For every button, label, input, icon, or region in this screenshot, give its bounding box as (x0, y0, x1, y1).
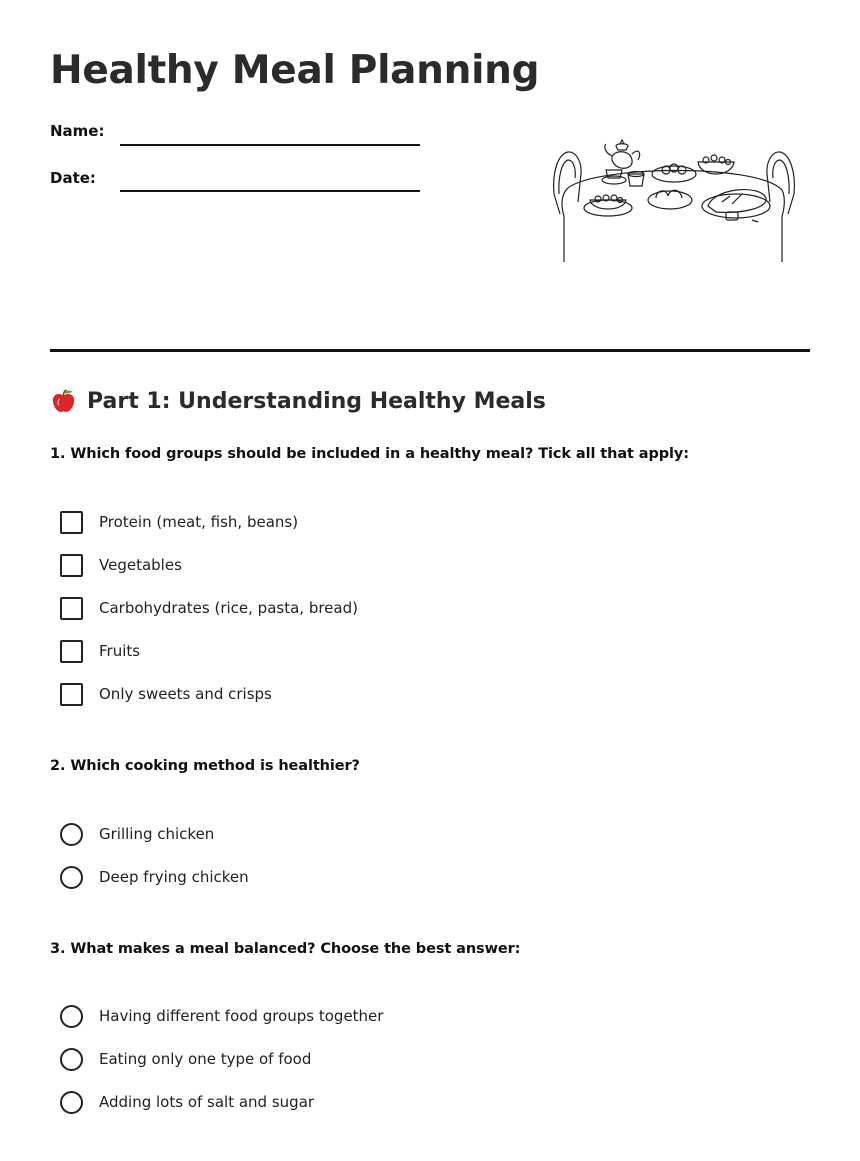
q1-option-carbohydrates[interactable] (60, 596, 358, 620)
q3-option-one-type[interactable] (60, 1047, 311, 1071)
checkbox[interactable] (60, 640, 83, 663)
q1-option-sweets[interactable] (60, 682, 272, 706)
radio-button[interactable] (60, 1091, 83, 1114)
worksheet-title: Healthy Meal Planning (50, 48, 540, 93)
question-3: 3. What makes a meal balanced? Choose the best answer: (50, 941, 521, 957)
option-label: Deep frying chicken (99, 868, 249, 886)
section-divider (50, 349, 810, 352)
q1-option-protein[interactable] (60, 510, 298, 534)
q3-option-salt-sugar[interactable] (60, 1090, 314, 1114)
checkbox[interactable] (60, 511, 83, 534)
option-label: Protein (meat, fish, beans) (99, 513, 299, 531)
option-label: Carbohydrates (rice, pasta, bread) (99, 599, 358, 617)
question-1: 1. Which food groups should be included in a healthy meal? Tick all that apply: (50, 446, 689, 462)
option-label: Fruits (99, 642, 141, 660)
q3-option-different-groups[interactable] (60, 1004, 383, 1028)
name-label: Name: (50, 122, 105, 140)
name-field[interactable] (120, 144, 420, 146)
checkbox[interactable] (60, 554, 83, 577)
option-label: Having different food groups together (99, 1007, 384, 1025)
checkbox[interactable] (60, 683, 83, 706)
question-2: 2. Which cooking method is healthier? (50, 758, 360, 774)
q1-option-vegetables[interactable] (60, 553, 182, 577)
q2-option-deep-frying[interactable] (60, 865, 249, 889)
q1-option-fruits[interactable] (60, 639, 140, 663)
part1-title: Part 1: Understanding Healthy Meals (87, 389, 546, 414)
option-label: Grilling chicken (99, 825, 215, 843)
date-label: Date: (50, 169, 96, 187)
option-label: Vegetables (99, 556, 182, 574)
dining-table-illustration (546, 132, 802, 266)
radio-button[interactable] (60, 866, 83, 889)
option-label: Eating only one type of food (99, 1050, 312, 1068)
date-field[interactable] (120, 190, 420, 192)
option-label: Adding lots of salt and sugar (99, 1093, 315, 1111)
radio-button[interactable] (60, 1005, 83, 1028)
part1-heading (50, 388, 546, 415)
checkbox[interactable] (60, 597, 83, 620)
q2-option-grilling[interactable] (60, 822, 214, 846)
radio-button[interactable] (60, 823, 83, 846)
apple-icon (50, 388, 77, 415)
radio-button[interactable] (60, 1048, 83, 1071)
option-label: Only sweets and crisps (99, 685, 272, 703)
